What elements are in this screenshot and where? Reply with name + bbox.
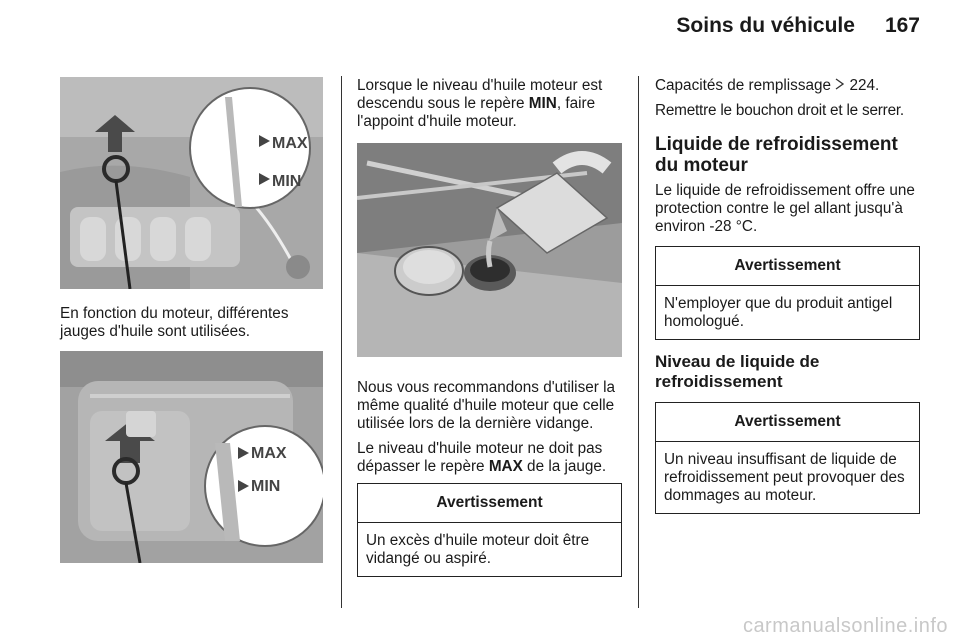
page-reference[interactable]: 224. — [849, 77, 880, 94]
dipstick-figure-1 — [60, 77, 323, 289]
section-heading: Liquide de refroidissement du moteur — [655, 134, 898, 176]
column-3 — [655, 77, 920, 514]
dipstick-figure-2 — [60, 351, 323, 563]
text-run: Capacités de remplissage — [655, 77, 836, 94]
column-2 — [357, 77, 622, 577]
warning-body: Un niveau insuffisant de liquide de refroidissement peut provoquer des dommages au moteur. — [664, 451, 905, 504]
bold-term: MAX — [488, 458, 523, 475]
paragraph: Nous vous recommandons d'utiliser la même qualité d'huile moteur que celle utilisée lors de la dernière vidange. — [357, 379, 615, 432]
warning-box — [357, 483, 622, 577]
warning-body: N'employer que du produit antigel homologué. — [664, 295, 893, 330]
max-label: MAX — [251, 445, 287, 462]
section-title: Soins du véhicule — [676, 14, 855, 37]
text-run: , faire l'appoint d'huile moteur. — [357, 95, 596, 130]
warning-box — [655, 246, 920, 340]
text-run: Lorsque le niveau d'huile moteur est descendu sous le repère — [357, 77, 603, 112]
paragraph — [357, 440, 622, 476]
paragraph: En fonction du moteur, différentes jauges d'huile sont utilisées. — [60, 305, 289, 340]
paragraph: Le liquide de refroidissement offre une protection contre le gel allant jusqu'à environ -28 °C. — [655, 182, 915, 235]
max-label: MAX — [272, 135, 308, 152]
oil-filling-figure — [357, 143, 622, 357]
paragraph — [357, 77, 622, 131]
warning-box — [655, 402, 920, 514]
min-label: MIN — [251, 478, 281, 495]
column-divider-2 — [638, 76, 639, 608]
page-header — [676, 14, 920, 38]
warning-body: Un excès d'huile moteur doit être vidangé ou aspiré. — [366, 532, 590, 567]
watermark: carmanualsonline.info — [742, 615, 948, 637]
warning-title: Avertissement — [656, 403, 919, 442]
warning-title: Avertissement — [358, 484, 621, 523]
text-run: de la jauge. — [522, 458, 607, 475]
subsection-heading: Niveau de liquide de refroidissement — [655, 352, 820, 391]
column-divider-1 — [341, 76, 342, 608]
paragraph: Remettre le bouchon droit et le serrer. — [655, 102, 904, 119]
min-label: MIN — [272, 173, 302, 190]
paragraph — [655, 77, 920, 95]
bold-term: MIN — [528, 95, 557, 112]
page-ref-arrow-icon — [835, 77, 845, 95]
warning-title: Avertissement — [656, 247, 919, 286]
page-number: 167 — [884, 14, 920, 37]
column-1 — [60, 77, 323, 563]
text-run: Le niveau d'huile moteur ne doit pas dépasser le repère — [357, 440, 603, 475]
